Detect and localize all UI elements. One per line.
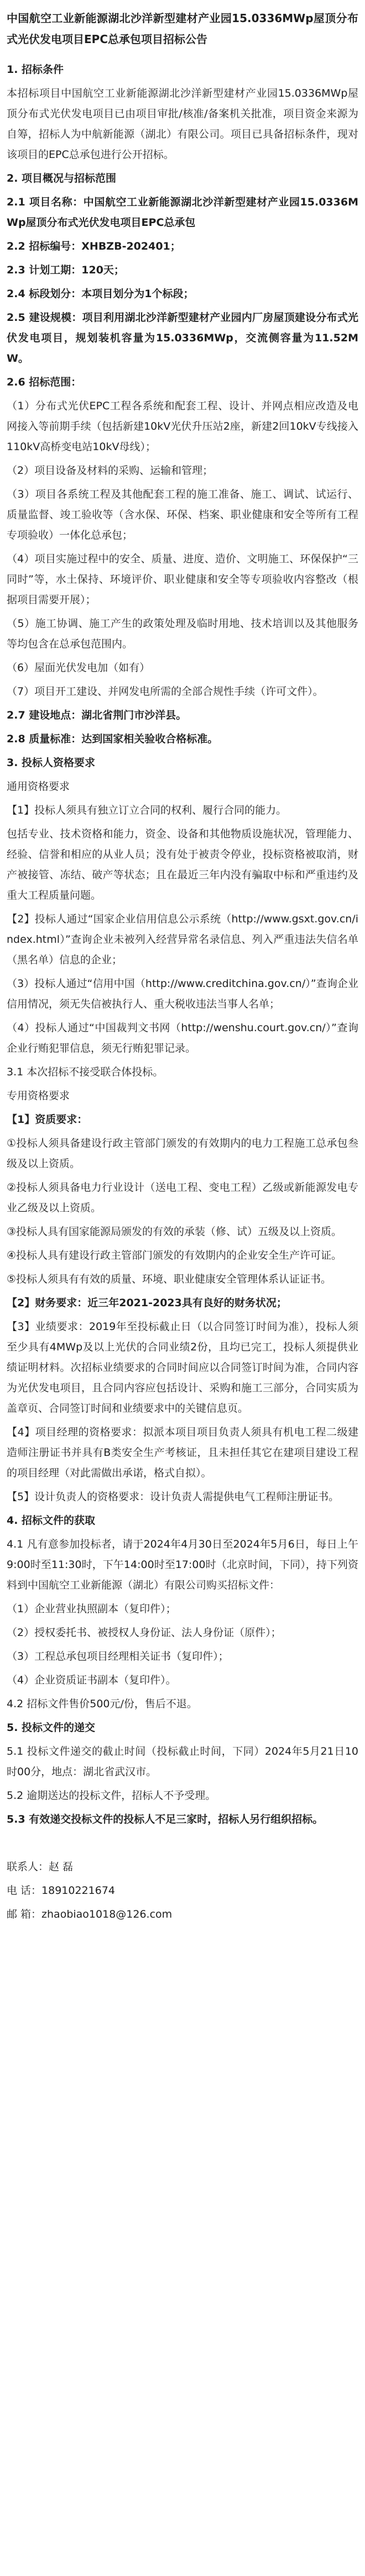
paragraph: ⑤投标人须具有有效的质量、环境、职业健康安全管理体系认证证书。 — [7, 1273, 332, 1285]
paragraph: 3.1 本次招标不接受联合体投标。 — [7, 1066, 164, 1078]
paragraph: 5.2 逾期送达的投标文件，招标人不予受理。 — [7, 1790, 216, 1802]
paragraph: 【1】投标人须具有独立订立合同的权利、履行合同的能力。 — [7, 804, 287, 816]
paragraph: （1）企业营业执照副本（复印件）； — [7, 1603, 176, 1615]
paragraph: （7）项目开工建设、并网发电所需的全部合规性手续（许可文件）。 — [7, 685, 324, 698]
paragraph: 2.1 项目名称：中国航空工业新能源湖北沙洋新型建材产业园15.0336MWp屋顶分布式光伏发电项目EPC总承包 — [7, 196, 358, 229]
paragraph: 2.7 建设地点：湖北省荆门市沙洋县。 — [7, 709, 187, 721]
paragraph: 3. 投标人资格要求 — [7, 757, 96, 769]
paragraph: ②投标人须具备电力行业设计（送电工程、变电工程）乙级或新能源发电专业乙级及以上资质。 — [7, 1181, 358, 1214]
spacer — [7, 1833, 358, 1854]
paragraph: 【3】业绩要求：2019年至投标截止日（以合同签订时间为准），投标人须至少具有4MWp及以上光伏的合同业绩2份，且均已完工，投标人须提供业绩证明材料。次招标业绩要求的合同时间应以合同签订时间为准，合同内容为光伏发电项目，且合同内容应包括设计、采购和施工三部分，合同实质为盖章页、合同签订时间和业绩要求中的关键信息页。 — [7, 1321, 358, 1414]
paragraph: ③投标人具有国家能源局颁发的有效的承装（修、试）五级及以上资质。 — [7, 1226, 342, 1238]
paragraph: （3）投标人通过“信用中国（http://www.creditchina.gov.cn/）”查询企业信用情况，须无失信被执行人、重大税收违法当事人名单； — [7, 978, 358, 1010]
paragraph: 专用资格要求 — [7, 1090, 70, 1102]
paragraph: （3）工程总承包项目经理相关证书（复印件）； — [7, 1650, 229, 1662]
announcement-body — [7, 60, 358, 1830]
paragraph: 4. 招标文件的获取 — [7, 1514, 96, 1527]
paragraph: 4.1 凡有意参加投标者，请于2024年4月30日至2024年5月6日，每日上午9:00时至11:30时，下午14:00时至17:00时（北京时间，下同），持下列资料到中国航空工业新能源（湖北）有限公司购买招标文件： — [7, 1538, 358, 1591]
paragraph: （6）屋面光伏发电加（如有） — [7, 662, 150, 674]
paragraph: 【1】资质要求： — [7, 1113, 88, 1126]
paragraph: 5.1 投标文件递交的截止时间（投标截止时间，下同）2024年5月21日10时00分，地点：湖北省武汉市。 — [7, 1745, 358, 1778]
contact-email[interactable]: 邮 箱：zhaobiao1018@126.com — [7, 1908, 173, 1920]
paragraph: （2）授权委托书、被授权人身份证、法人身份证（原件）； — [7, 1627, 281, 1639]
paragraph: 2.8 质量标准：达到国家相关验收合格标准。 — [7, 733, 218, 745]
paragraph: 包括专业、技术资格和能力，资金、设备和其他物质设施状况，管理能力、经验、信誉和相应的从业人员；没有处于被责令停业，投标资格被取消，财产被接管、冻结、破产等状态；且在最近三年内没有骗取中标和严重违约及重大工程质量问题。 — [7, 828, 358, 901]
paragraph: 【5】设计负责人的资格要求：设计负责人需提供电气工程师注册证书。 — [7, 1491, 340, 1503]
paragraph: 5.3 有效递交投标文件的投标人不足三家时，招标人另行组织招标。 — [7, 1813, 324, 1825]
contact-person: 联系人：赵 磊 — [7, 1861, 74, 1873]
paragraph: 本招标项目中国航空工业新能源湖北沙洋新型建材产业园15.0336MWp屋顶分布式光伏发电项目已由项目审批/核准/备案机关批准，项目资金来源为自筹，招标人为中航新能源（湖北）有限公司。项目已具备招标条件，现对该项目的EPC总承包进行公开招标。 — [7, 87, 358, 161]
paragraph: 2.6 招标范围： — [7, 376, 82, 388]
paragraph: ①投标人须具备建设行政主管部门颁发的有效期内的电力工程施工总承包叁级及以上资质。 — [7, 1137, 358, 1170]
paragraph: （2）项目设备及材料的采购、运输和管理； — [7, 464, 213, 477]
paragraph: ④投标人具有建设行政主管部门颁发的有效期内的企业安全生产许可证。 — [7, 1249, 342, 1261]
paragraph: 通用资格要求 — [7, 780, 70, 793]
paragraph: （5）施工协调、施工产生的政策处理及临时用地、技术培训以及其他服务等均包含在总承包范围内。 — [7, 617, 358, 650]
contact-phone: 电 话：18910221674 — [7, 1885, 116, 1897]
paragraph: 1. 招标条件 — [7, 64, 64, 76]
paragraph: 2. 项目概况与招标范围 — [7, 172, 117, 184]
paragraph: 2.4 标段划分：本项目划分为1个标段； — [7, 288, 194, 300]
announcement-title: 中国航空工业新能源湖北沙洋新型建材产业园15.0336MWp屋顶分布式光伏发电项目EPC总承包项目招标公告 — [7, 12, 358, 46]
paragraph: （3）项目各系统工程及其他配套工程的施工准备、施工、调试、试运行、质量监督、竣工验收等（含水保、环保、档案、职业健康和安全等所有工程专项验收）一体化总承包； — [7, 488, 358, 541]
paragraph: 5. 投标文件的递交 — [7, 1722, 96, 1734]
paragraph: （4）企业资质证书副本（复印件）。 — [7, 1674, 176, 1686]
paragraph: 2.5 建设规模：项目利用湖北沙洋新型建材产业园内厂房屋顶建设分布式光伏发电项目，规划装机容量为15.0336MWp，交流侧容量为11.52MW。 — [7, 312, 358, 365]
paragraph: 【2】财务要求：近三年2021-2023具有良好的财务状况； — [7, 1297, 287, 1309]
paragraph: 【2】投标人通过“国家企业信用信息公示系统（http://www.gsxt.gov.cn/index.html）”查询企业未被列入经营异常名录信息、列入严重违法失信名单（黑名单）信息的企业； — [7, 913, 358, 966]
paragraph: （4）投标人通过“中国裁判文书网（http://wenshu.court.gov.cn/）”查询企业行贿犯罪信息，须无行贿犯罪记录。 — [7, 1022, 358, 1054]
paragraph: 2.2 招标编号：XHBZB-202401； — [7, 240, 181, 252]
paragraph: 【4】项目经理的资格要求：拟派本项目项目负责人须具有机电工程二级建造师注册证书并具有B类安全生产考核证，且未担任其它在建项目建设工程的项目经理（对此需做出承诺，格式自拟）。 — [7, 1426, 358, 1479]
paragraph: 4.2 招标文件售价500元/份，售后不退。 — [7, 1698, 197, 1710]
paragraph: （1）分布式光伏EPC工程各系统和配套工程、设计、并网点相应改造及电网接入等前期手续（包括新建10kV光伏升压站2座，新建2回10kV专线接入110kV高桥变电站10kV母线）； — [7, 400, 358, 453]
paragraph: 2.3 计划工期：120天； — [7, 264, 124, 276]
contact-block — [7, 1857, 358, 1925]
paragraph: （4）项目实施过程中的安全、质量、进度、造价、文明施工、环保保护“三同时”等，水土保持、环境评价、职业健康和安全等专项验收内容整改（根据项目需要开展）； — [7, 553, 358, 606]
